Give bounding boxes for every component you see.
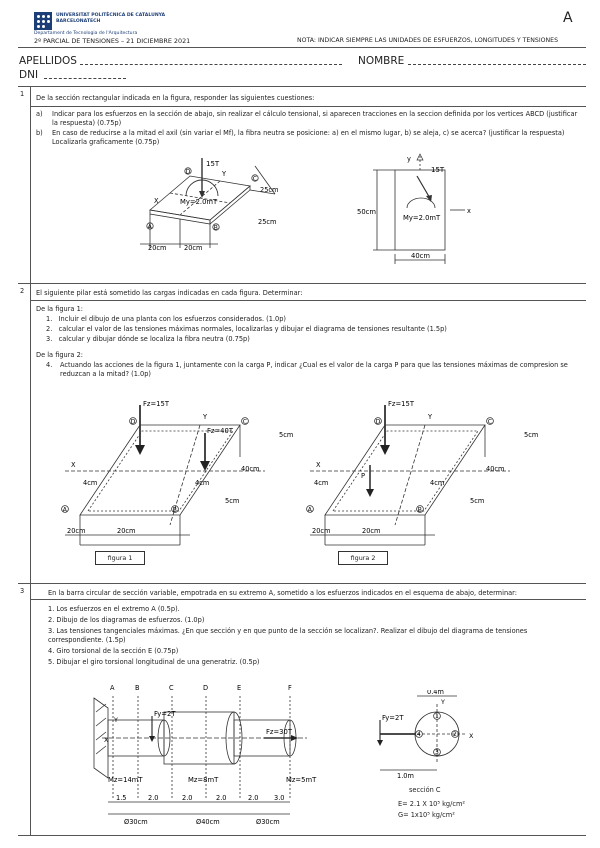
q2-item-3-number: 3.: [46, 335, 53, 343]
q2f2-top-face: [325, 425, 485, 515]
q3-dim-6: 3.0: [274, 794, 285, 802]
q3-x-label: X: [104, 736, 109, 744]
q2f1-dim-5b: 5cm: [225, 497, 240, 505]
exam-letter: A: [563, 10, 573, 26]
q2f1-point-b: B: [172, 506, 177, 514]
q2f1-fz40-arrowhead: [200, 461, 210, 471]
q3-intro: En la barra circular de sección variable, empotrada en su extremo A, sometido a los esfuerzos indicados en el esquema de abajo, determinar:: [48, 589, 517, 597]
q3-item-4: 4. Giro torsional de la sección E (0.75p): [48, 647, 179, 655]
q2-figure-1-caption: figura 1: [95, 551, 145, 565]
q2-figure-2: [300, 395, 550, 575]
q2-number: 2: [20, 287, 25, 295]
q1-point-d: D: [185, 168, 191, 176]
q3-item-1: 1. Los esfuerzos en el extremo A (0.5p).: [48, 605, 180, 613]
q3-section-e: E: [237, 684, 242, 692]
q2f1-top-face: [80, 425, 240, 515]
q3-sec-dim-10: 1.0m: [397, 772, 414, 780]
university-line2: BARCELONATECH: [56, 18, 101, 24]
q3-section-a: A: [110, 684, 115, 692]
q3-fy-arrowhead: [149, 736, 155, 742]
q3-section-figure: [375, 690, 485, 782]
q2-top-divider: [18, 283, 586, 284]
q3-number: 3: [20, 587, 25, 595]
q3-top-divider: [18, 583, 586, 584]
q1-y-label: Y: [222, 170, 227, 178]
upc-logo: [34, 12, 52, 30]
q2-item-1: [46, 315, 286, 324]
q2f2-fz15-arrowhead: [380, 445, 390, 455]
q2f2-dim-20a: 20cm: [312, 527, 331, 535]
q2f1-point-d: D: [130, 418, 136, 426]
q3-diam-2: Ø40cm: [196, 818, 220, 826]
q1-section-width: 40cm: [411, 252, 431, 260]
dni-label: DNI: [19, 69, 39, 81]
q2-item-2-number: 2.: [46, 325, 53, 333]
q2f2-point-a: A: [307, 506, 312, 514]
q3-mz14-label: Mz=14mT: [108, 776, 143, 784]
q1-item-b-text: En caso de reducirse a la mitad el axil (sin variar el Mf), la fibra neutra se posicione: a) en el mismo lugar, b) se aleja, c) se acerca? (justificar la respuesta) Localizarla graficamente (0.75p): [52, 129, 565, 146]
q3-sec-point-2: 2: [453, 731, 457, 739]
q2f2-point-c: C: [487, 418, 492, 426]
q2f2-fz15-label: Fz=15T: [388, 400, 414, 408]
apellidos-field[interactable]: [80, 64, 342, 65]
q2-figure-1: [55, 395, 305, 575]
q1-fig-perspective: [130, 156, 290, 256]
q3-sec-point-3: 3: [435, 749, 439, 757]
q1-dim-20b: 20cm: [184, 244, 203, 252]
q3-diam-1: Ø30cm: [124, 818, 148, 826]
q1-section-height: 50cm: [357, 208, 377, 216]
q3-sec-y-label: Y: [441, 698, 445, 706]
q1-point-a: A: [147, 223, 152, 231]
q1-dim-25a: 25cm: [260, 186, 279, 194]
q2f2-dim-5b: 5cm: [470, 497, 485, 505]
q2f1-point-a: A: [62, 506, 67, 514]
q3-sec-fy-arrowhead: [377, 740, 383, 746]
q2-intro-divider: [30, 300, 586, 301]
q1-section-x-label: x: [467, 207, 471, 215]
q2-intro: El siguiente pilar está sometido las cargas indicadas en cada figura. Determinar:: [36, 289, 303, 297]
q2f2-y-label: Y: [428, 413, 433, 421]
q1-item-a-marker: a): [36, 110, 43, 118]
q2-item-2: [46, 325, 447, 334]
q2f2-x-label: X: [316, 461, 321, 469]
q3-dim-1: 1.5: [116, 794, 127, 802]
q3-shear-modulus: G= 1x10⁵ kg/cm²: [398, 811, 455, 819]
q3-item-5: 5. Dibujar el giro torsional longitudinal de una generatriz. (0.5p): [48, 658, 260, 666]
q3-section-b: B: [135, 684, 140, 692]
q2f1-point-c: C: [242, 418, 247, 426]
q2-item-2-text: calcular el valor de las tensiones máximas normales, localizarlas y dibujar el diagrama de tensiones resultante (1.5p): [58, 325, 447, 333]
q2f1-dim-40: 40cm: [241, 465, 260, 473]
q1-section-moment-label: My=2.0mT: [403, 214, 441, 222]
q3-item-2: 2. Dibujo de los diagramas de esfuerzos. (1.0p): [48, 616, 205, 624]
q1-item-b-marker: b): [36, 129, 43, 137]
q2-item-3-text: calcular y dibujar dónde se localiza la fibra neutra (0.75p): [58, 335, 250, 343]
q3-sec-point-4: 4: [417, 731, 421, 739]
nombre-field[interactable]: [408, 64, 586, 65]
q3-elastic-modulus: E= 2.1 X 10⁵ kg/cm²: [398, 800, 466, 808]
q2f2-dim-4b: 4cm: [430, 479, 445, 487]
q2f1-dim-5a: 5cm: [279, 431, 294, 439]
q2f2-dim-4a: 4cm: [314, 479, 329, 487]
q2f1-dim-4b: 4cm: [195, 479, 210, 487]
number-column-rule: [30, 86, 31, 835]
q1-moment-label: My=2.0mT: [180, 198, 218, 206]
q1-point-c: C: [252, 175, 258, 183]
q2-fig2-heading: De la figura 2:: [36, 351, 83, 359]
q1-dim-25b: 25cm: [258, 218, 277, 226]
q1-intro-divider: [30, 106, 586, 107]
q3-section-caption: sección C: [409, 786, 441, 794]
q2f2-p-label: P: [361, 472, 365, 480]
university-line1: UNIVERSITAT POLITÈCNICA DE CATALUNYA: [56, 13, 166, 18]
q2f1-fz15-label: Fz=15T: [143, 400, 169, 408]
q3-section-d: D: [203, 684, 209, 692]
dni-field[interactable]: [44, 78, 126, 79]
q3-sec-fy-label: Fy=2T: [382, 714, 404, 722]
q2f2-point-b: B: [417, 506, 422, 514]
q1-fig-section: [355, 150, 495, 268]
q3-fz-arrowhead: [291, 735, 298, 741]
q3-fz-label: Fz=30T: [266, 728, 292, 736]
q1-x-label: X: [154, 197, 159, 205]
q3-dim-5: 2.0: [248, 794, 259, 802]
q3-mz5-label: Mz=5mT: [286, 776, 317, 784]
q1-item-a-text: Indicar para los esfuerzos en la sección de abajo, sin realizar el cálculo tensional, si aparecen tracciones en la seccion definida por los vertices ABCD (justificar la respuesta) (0.75p): [52, 110, 578, 127]
q1-force-label: 15T: [206, 160, 220, 168]
q3-item-3: 3. Las tensiones tangenciales máximas. ¿En que sección y en que punto de la sección se localizan?. Realizar el dibujo del diagrama de tensiones correspondiente. (1.5p): [48, 627, 528, 644]
q3-dim-2: 2.0: [148, 794, 159, 802]
q2f2-dim-20b: 20cm: [362, 527, 381, 535]
q3-sec-dim-04: 0.4m: [427, 690, 444, 696]
q3-bar-figure: [92, 678, 322, 828]
q2-item-4-number: 4.: [46, 361, 53, 369]
q2f2-p-arrowhead: [366, 489, 374, 497]
q1-dim-20a: 20cm: [148, 244, 167, 252]
q3-mz8-label: Mz=8mT: [188, 776, 219, 784]
q3-dim-3: 2.0: [182, 794, 193, 802]
university-name: [56, 13, 165, 24]
q2f1-dim-20a: 20cm: [67, 527, 86, 535]
q3-y-label: Y: [114, 716, 118, 724]
q2f2-point-d: D: [375, 418, 381, 426]
q2-fig1-heading: De la figura 1:: [36, 305, 83, 313]
q2-figure-2-caption: figura 2: [338, 551, 388, 565]
apellidos-label: APELLIDOS: [19, 55, 77, 67]
page-bottom-rule: [18, 835, 586, 836]
q3-intro-divider: [30, 599, 586, 600]
q1-section-force-label: 15T: [431, 166, 445, 174]
q3-section-f: F: [288, 684, 292, 692]
q2-item-1-number: 1.: [46, 315, 53, 323]
q3-dim-4: 2.0: [216, 794, 227, 802]
q2-item-4-text: Actuando las acciones de la figura 1, juntamente con la carga P, indicar ¿Cual es el valor de la carga P para que las tensiones máximas de compresion se reduzcan a la mitad? (1.0p): [60, 361, 568, 378]
exam-note: NOTA: INDICAR SIEMPRE LAS UNIDADES DE ESFUERZOS, LONGITUDES Y TENSIONES: [297, 37, 559, 44]
q3-sec-x-label: X: [469, 732, 474, 740]
department-name: Departament de Tecnologia de l'Arquitectura: [34, 31, 138, 36]
q1-number: 1: [20, 90, 25, 98]
q3-fy-label: Fy=2T: [154, 710, 176, 718]
q2f1-fz40-label: Fz=40T: [207, 427, 233, 435]
q2f2-dim-5a: 5cm: [524, 431, 539, 439]
q2f1-y-label: Y: [203, 413, 208, 421]
q1-intro: De la sección rectangular indicada en la figura, responder las siguientes cuestiones:: [36, 94, 315, 102]
q1-point-b: B: [213, 224, 218, 232]
q2f1-dim-4a: 4cm: [83, 479, 98, 487]
q2-item-1-text: Incluir el dibujo de una planta con los esfuerzos considerados. (1.0p): [58, 315, 286, 323]
q1-top-divider: [18, 86, 586, 87]
q3-section-c: C: [169, 684, 174, 692]
q2f1-dim-20b: 20cm: [117, 527, 136, 535]
q3-diam-3: Ø30cm: [256, 818, 280, 826]
q2-item-3: [46, 335, 250, 344]
nombre-label: NOMBRE: [358, 55, 405, 67]
q2f1-x-label: X: [71, 461, 76, 469]
q2f1-fz15-arrowhead: [135, 445, 145, 455]
q1-section-y-label: y: [407, 155, 411, 163]
exam-title: 2º PARCIAL DE TENSIONES – 21 DICIEMBRE 2021: [34, 37, 191, 45]
q2f2-dim-40: 40cm: [486, 465, 505, 473]
header-divider: [18, 47, 586, 48]
q3-sec-point-1: 1: [435, 713, 439, 721]
